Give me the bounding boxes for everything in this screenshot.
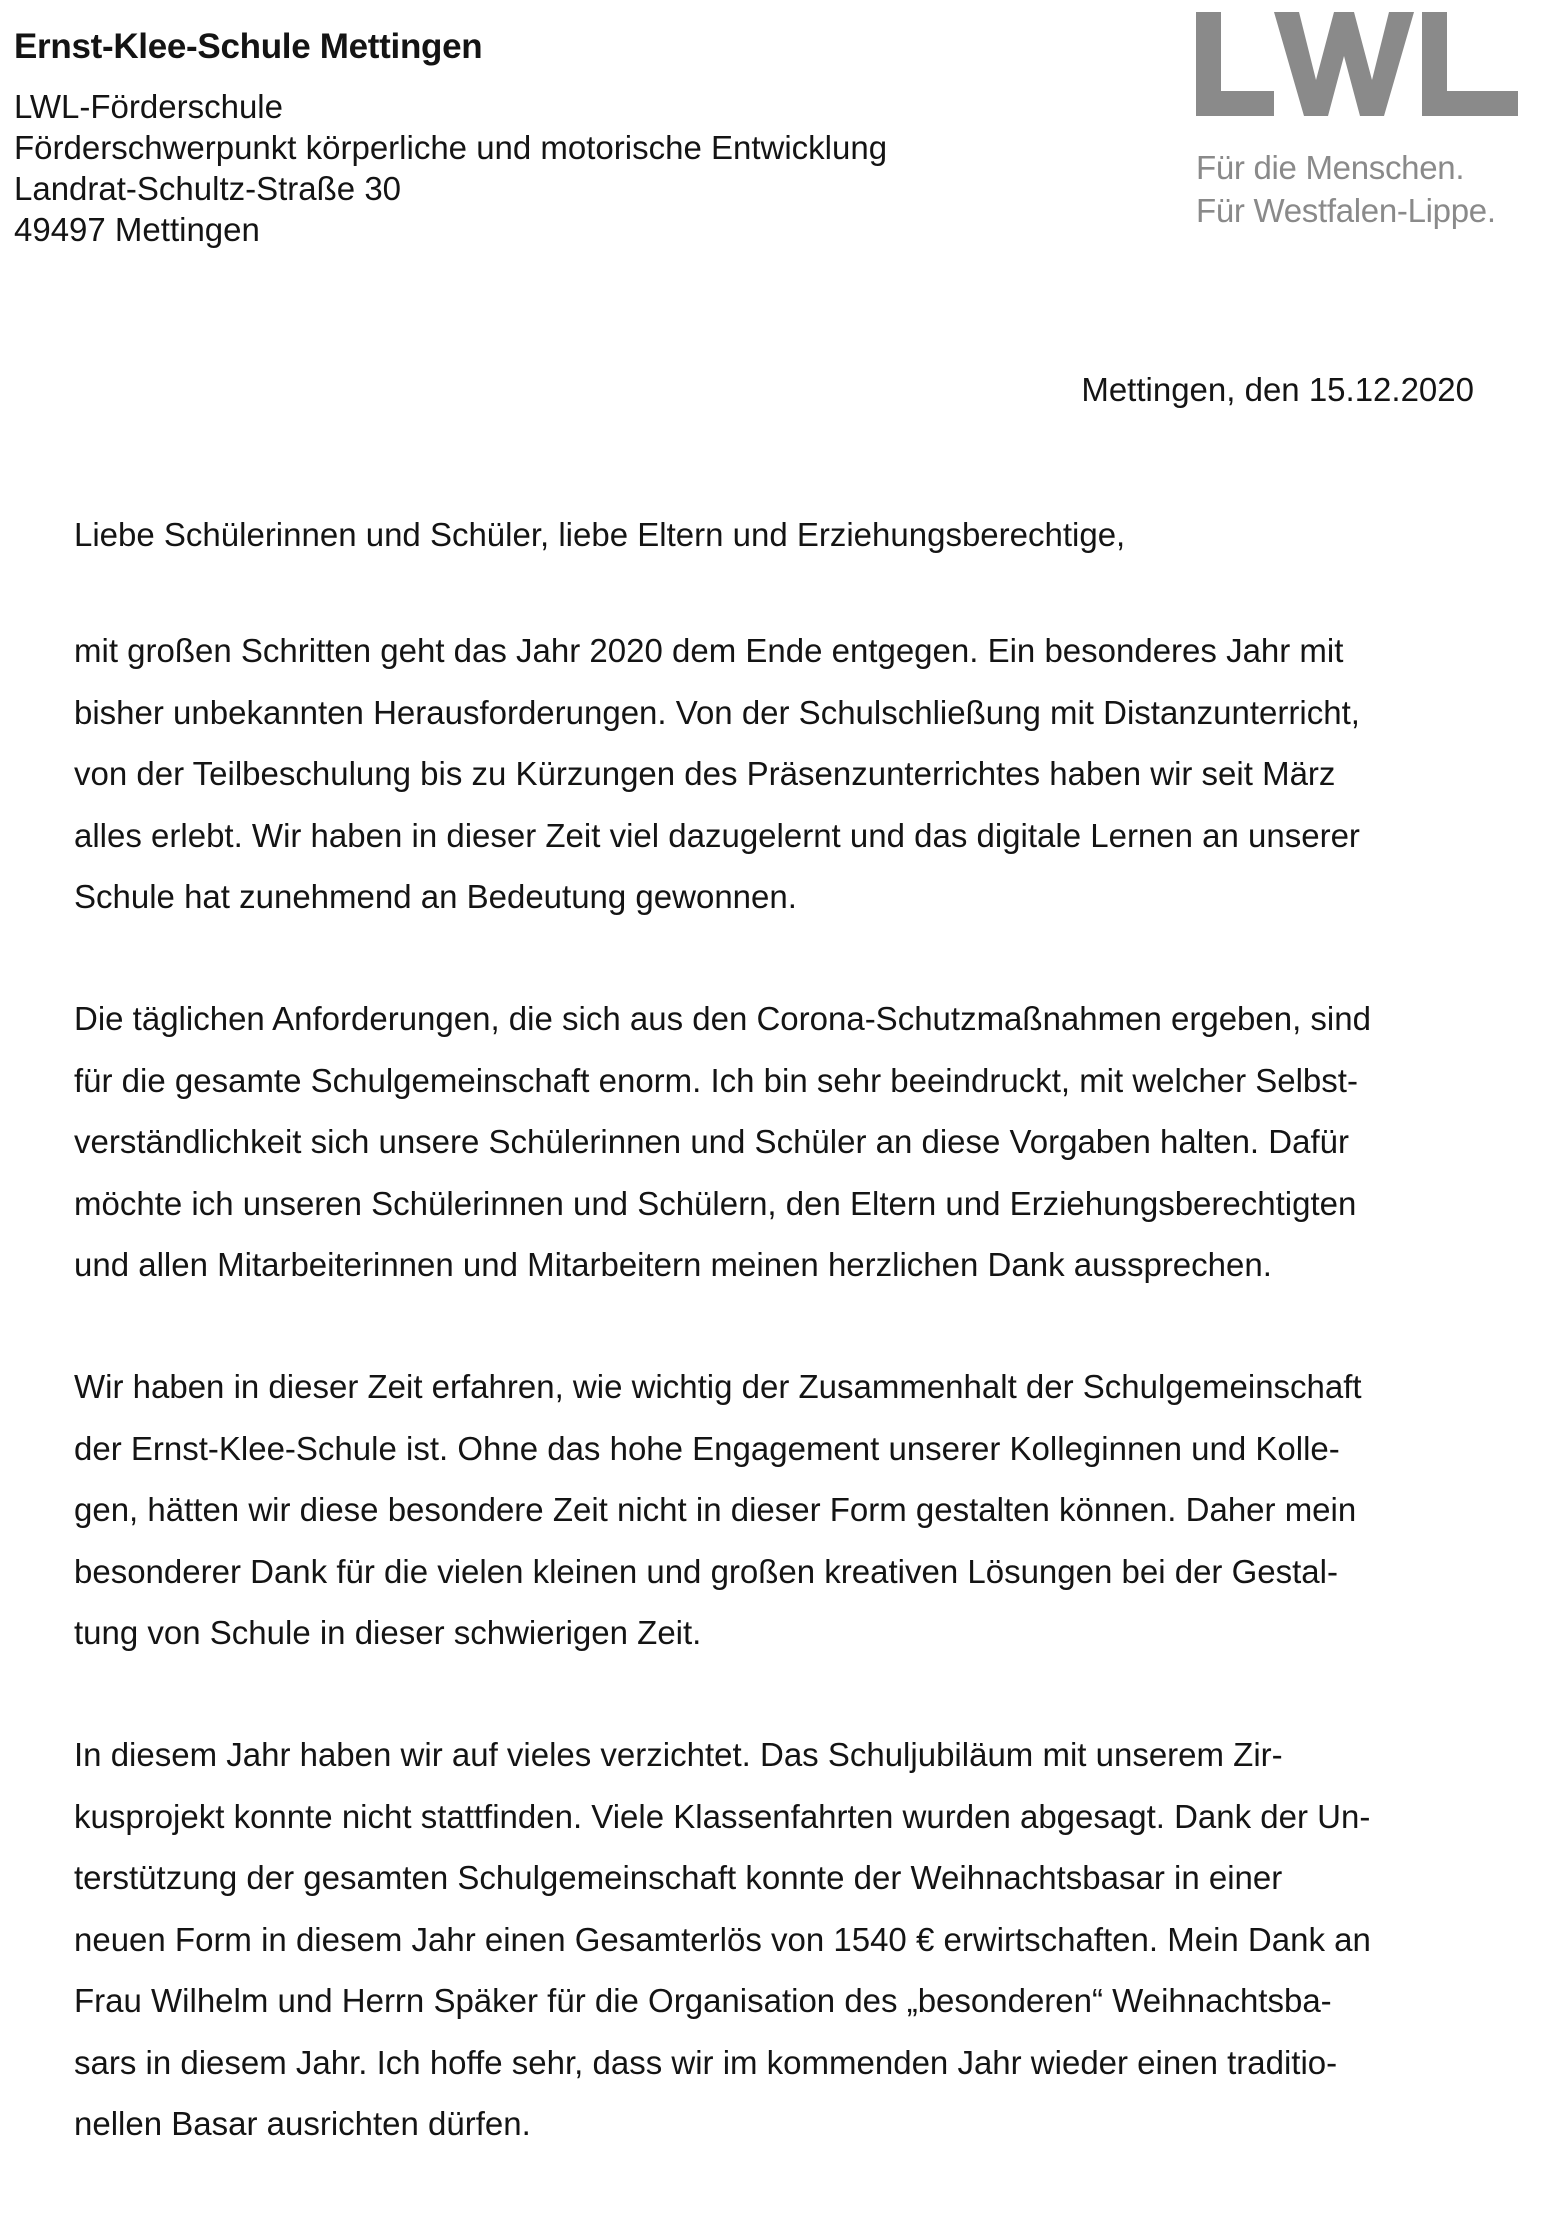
greeting: Liebe Schülerinnen und Schüler, liebe Eltern und Erziehungsberechtige, — [74, 516, 1126, 553]
logo-tagline-1: Für die Menschen. — [1196, 149, 1465, 186]
address-line-city: 49497 Mettingen — [14, 211, 260, 248]
logo-tagline-2: Für Westfalen-Lippe. — [1196, 192, 1496, 229]
lwl-logo — [1196, 12, 1526, 232]
paragraph-line: tung von Schule in dieser schwierigen Zeit. — [74, 1614, 702, 1652]
paragraph-line: für die gesamte Schulgemeinschaft enorm. Ich bin sehr beeindruckt, mit welcher Selbst- — [74, 1061, 1358, 1099]
address-line-street: Landrat-Schultz-Straße 30 — [14, 170, 402, 207]
paragraph-line: Frau Wilhelm und Herrn Späker für die Organisation des „besonderen“ Weihnachtsba- — [74, 1982, 1332, 2020]
paragraph-line: der Ernst-Klee-Schule ist. Ohne das hohe Engagement unserer Kolleginnen und Kolle- — [74, 1429, 1340, 1467]
paragraph-line: und allen Mitarbeiterinnen und Mitarbeitern meinen herzlichen Dank aussprechen. — [74, 1246, 1272, 1284]
paragraph-line: In diesem Jahr haben wir auf vieles verzichtet. Das Schuljubiläum mit unserem Zir- — [74, 1735, 1283, 1773]
school-name: Ernst-Klee-Schule Mettingen — [14, 27, 483, 66]
lwl-wordmark-logo — [1196, 12, 1518, 116]
paragraph-line: mit großen Schritten geht das Jahr 2020 dem Ende entgegen. Ein besonderes Jahr mit — [74, 632, 1344, 669]
paragraph-4 — [74, 1724, 1474, 2155]
paragraph-line: von der Teilbeschulung bis zu Kürzungen des Präsenzunterrichtes haben wir seit März — [74, 755, 1336, 793]
paragraph-line: kusprojekt konnte nicht stattfinden. Viele Klassenfahrten wurden abgesagt. Dank der Un- — [74, 1797, 1371, 1835]
paragraph-line: gen, hätten wir diese besondere Zeit nicht in dieser Form gestalten können. Daher mein — [74, 1491, 1357, 1529]
paragraph-3 — [74, 1356, 1474, 1664]
address-line-school-type: LWL-Förderschule — [14, 88, 283, 125]
paragraph-line: bisher unbekannten Herausforderungen. Von der Schulschließung mit Distanzunterricht, — [74, 693, 1360, 731]
paragraph-line: verständlichkeit sich unsere Schülerinnen und Schüler an diese Vorgaben halten. Dafür — [74, 1123, 1349, 1161]
paragraph-line: möchte ich unseren Schülerinnen und Schülern, den Eltern und Erziehungsberechtigten — [74, 1184, 1357, 1222]
paragraph-line: Wir haben in dieser Zeit erfahren, wie wichtig der Zusammenhalt der Schulgemeinschaft — [74, 1367, 1362, 1405]
letter-body — [74, 512, 1474, 2215]
sender-block — [14, 24, 1014, 250]
paragraph-line: nellen Basar ausrichten dürfen. — [74, 2105, 531, 2143]
paragraph-line: neuen Form in diesem Jahr einen Gesamterlös von 1540 € erwirtschaften. Mein Dank an — [74, 1920, 1371, 1958]
address-line-focus: Förderschwerpunkt körperliche und motorische Entwicklung — [14, 129, 888, 166]
paragraph-line: besonderer Dank für die vielen kleinen und großen kreativen Lösungen bei der Gestal- — [74, 1552, 1338, 1590]
paragraph-line: alles erlebt. Wir haben in dieser Zeit viel dazugelernt und das digitale Lernen an unserer — [74, 816, 1360, 854]
paragraph-1 — [74, 620, 1474, 928]
paragraph-line: sars in diesem Jahr. Ich hoffe sehr, dass wir im kommenden Jahr wieder einen traditio- — [74, 2043, 1338, 2081]
paragraph-line: terstützung der gesamten Schulgemeinschaft konnte der Weihnachtsbasar in einer — [74, 1859, 1283, 1897]
paragraph-line: Schule hat zunehmend an Bedeutung gewonnen. — [74, 878, 797, 916]
paragraph-2 — [74, 988, 1474, 1296]
paragraph-line: Die täglichen Anforderungen, die sich aus den Corona-Schutzmaßnahmen ergeben, sind — [74, 999, 1371, 1037]
date-line: Mettingen, den 15.12.2020 — [1081, 371, 1474, 408]
